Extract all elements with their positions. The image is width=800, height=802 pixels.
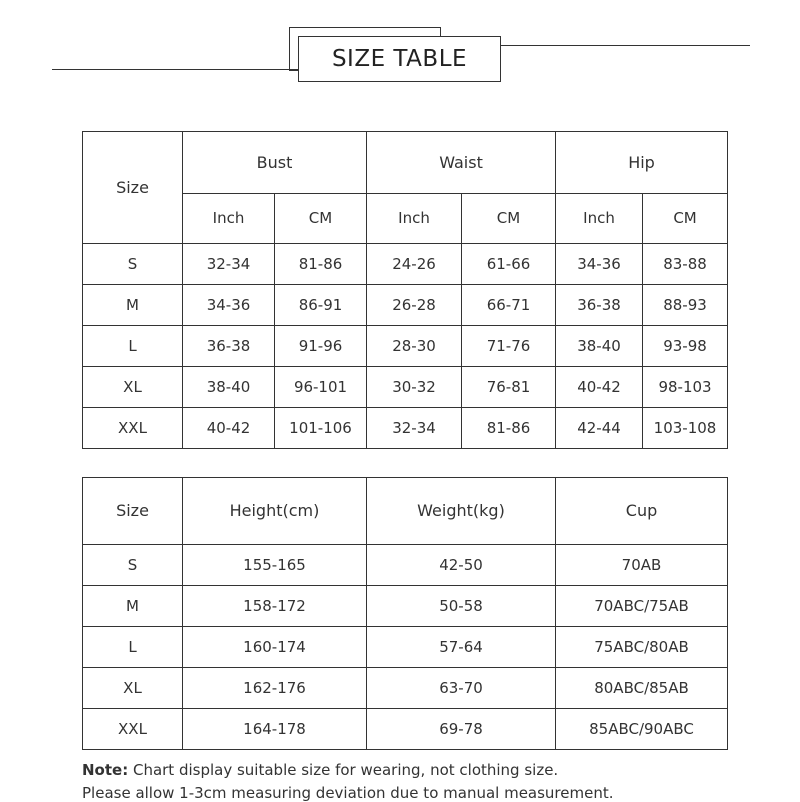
note-text-1: Chart display suitable size for wearing, not clothing size. (128, 761, 559, 779)
value-cell: 80ABC/85AB (556, 668, 728, 709)
cup-header: Cup (556, 478, 728, 545)
size-header: Size (83, 478, 183, 545)
value-cell: 81-86 (462, 408, 556, 449)
unit-header: Inch (183, 194, 275, 244)
value-cell: 40-42 (556, 367, 643, 408)
value-cell: 164-178 (183, 709, 367, 750)
value-cell: 70ABC/75AB (556, 586, 728, 627)
height-header: Height(cm) (183, 478, 367, 545)
value-cell: 88-93 (643, 285, 728, 326)
value-cell: 36-38 (556, 285, 643, 326)
value-cell: 57-64 (367, 627, 556, 668)
size-cell: M (83, 586, 183, 627)
value-cell: 98-103 (643, 367, 728, 408)
size-cell: M (83, 285, 183, 326)
size-cell: XL (83, 668, 183, 709)
hip-header: Hip (556, 132, 728, 194)
value-cell: 32-34 (183, 244, 275, 285)
value-cell: 38-40 (183, 367, 275, 408)
value-cell: 85ABC/90ABC (556, 709, 728, 750)
unit-header: Inch (367, 194, 462, 244)
value-cell: 75ABC/80AB (556, 627, 728, 668)
body-measurement-rows (83, 244, 728, 449)
value-cell: 81-86 (275, 244, 367, 285)
waist-header: Waist (367, 132, 556, 194)
table-row (83, 326, 728, 367)
table-row (83, 285, 728, 326)
size-cell: XXL (83, 709, 183, 750)
value-cell: 28-30 (367, 326, 462, 367)
value-cell: 63-70 (367, 668, 556, 709)
table-row (83, 668, 728, 709)
value-cell: 38-40 (556, 326, 643, 367)
unit-header: CM (275, 194, 367, 244)
table-row (83, 586, 728, 627)
value-cell: 71-76 (462, 326, 556, 367)
value-cell: 103-108 (643, 408, 728, 449)
size-cell: S (83, 545, 183, 586)
note-label: Note: (82, 761, 129, 779)
value-cell: 24-26 (367, 244, 462, 285)
value-cell: 30-32 (367, 367, 462, 408)
body-measurement-table (82, 131, 728, 449)
size-cell: S (83, 244, 183, 285)
value-cell: 34-36 (183, 285, 275, 326)
value-cell: 155-165 (183, 545, 367, 586)
size-cell: XL (83, 367, 183, 408)
value-cell: 36-38 (183, 326, 275, 367)
fit-table (82, 477, 728, 750)
value-cell: 96-101 (275, 367, 367, 408)
value-cell: 66-71 (462, 285, 556, 326)
value-cell: 42-44 (556, 408, 643, 449)
value-cell: 50-58 (367, 586, 556, 627)
weight-header: Weight(kg) (367, 478, 556, 545)
table-row (83, 408, 728, 449)
value-cell: 40-42 (183, 408, 275, 449)
unit-header: Inch (556, 194, 643, 244)
fit-rows (83, 545, 728, 750)
size-cell: L (83, 326, 183, 367)
value-cell: 91-96 (275, 326, 367, 367)
page-title: SIZE TABLE (298, 36, 501, 82)
unit-header: CM (643, 194, 728, 244)
value-cell: 160-174 (183, 627, 367, 668)
size-cell: XXL (83, 408, 183, 449)
table-row (83, 627, 728, 668)
table-row (83, 545, 728, 586)
bust-header: Bust (183, 132, 367, 194)
title-rule-right (499, 45, 750, 46)
value-cell: 69-78 (367, 709, 556, 750)
value-cell: 86-91 (275, 285, 367, 326)
size-header: Size (83, 132, 183, 244)
value-cell: 26-28 (367, 285, 462, 326)
value-cell: 70AB (556, 545, 728, 586)
table-row (83, 367, 728, 408)
value-cell: 61-66 (462, 244, 556, 285)
value-cell: 42-50 (367, 545, 556, 586)
table-row (83, 244, 728, 285)
note-line-1 (82, 761, 558, 779)
value-cell: 76-81 (462, 367, 556, 408)
value-cell: 158-172 (183, 586, 367, 627)
value-cell: 83-88 (643, 244, 728, 285)
table-row (83, 709, 728, 750)
note-line-2: Please allow 1-3cm measuring deviation due to manual measurement. (82, 784, 614, 802)
size-cell: L (83, 627, 183, 668)
unit-header: CM (462, 194, 556, 244)
title-rule-left (52, 69, 298, 70)
value-cell: 101-106 (275, 408, 367, 449)
value-cell: 162-176 (183, 668, 367, 709)
value-cell: 32-34 (367, 408, 462, 449)
value-cell: 34-36 (556, 244, 643, 285)
value-cell: 93-98 (643, 326, 728, 367)
